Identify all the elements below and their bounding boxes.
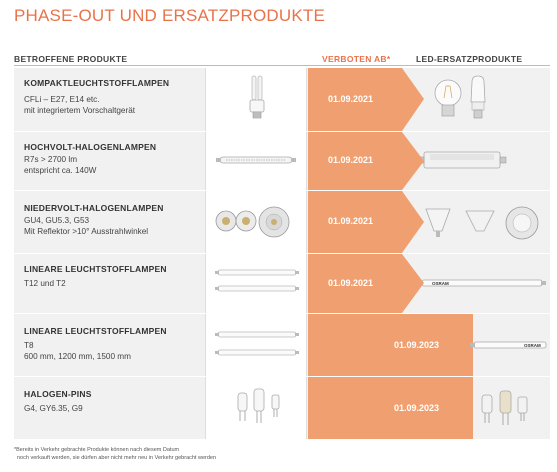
halogen-pin-icon bbox=[205, 377, 307, 439]
fluorescent-tube-icon bbox=[205, 314, 307, 376]
column-header-banned-from: VERBOTEN AB* bbox=[322, 54, 391, 64]
product-name: HALOGEN-PINS bbox=[24, 389, 92, 399]
table-row bbox=[14, 191, 550, 253]
ban-date: 01.09.2021 bbox=[328, 216, 374, 226]
table-row bbox=[14, 132, 550, 190]
ban-date: 01.09.2023 bbox=[394, 403, 440, 413]
fluorescent-tube-icon bbox=[205, 254, 307, 313]
arrow-icon bbox=[402, 132, 424, 190]
table-row bbox=[14, 314, 550, 376]
led-tube-icon bbox=[410, 254, 550, 313]
ban-date: 01.09.2021 bbox=[328, 278, 374, 288]
brand-label: OSRAM bbox=[432, 281, 449, 286]
halogen-reflector-icon bbox=[205, 191, 307, 253]
led-pin-icon bbox=[450, 377, 550, 439]
footnote: *Bereits in Verkehr gebrachte Produkte können nach diesem Datum noch verkauft werden, sie dürfen aber nicht mehr neu in Verkehr gebracht werden bbox=[14, 447, 217, 461]
r7s-halogen-tube-icon bbox=[205, 132, 307, 190]
ban-date-box bbox=[308, 191, 402, 253]
ban-date: 01.09.2021 bbox=[328, 155, 374, 165]
ban-date: 01.09.2021 bbox=[328, 94, 374, 104]
product-description: GU4, GU5.3, G53 Mit Reflektor >10° Ausstrahlwinkel bbox=[24, 216, 149, 236]
r7s-led-tube-icon bbox=[410, 132, 550, 190]
arrow-icon bbox=[402, 68, 424, 131]
product-name: NIEDERVOLT-HALOGENLAMPEN bbox=[24, 203, 164, 213]
product-name: KOMPAKTLEUCHTSTOFFLAMPEN bbox=[24, 78, 170, 88]
ban-date-box bbox=[308, 254, 402, 313]
led-bulb-icon bbox=[410, 68, 550, 131]
ban-date-box bbox=[308, 314, 473, 376]
led-reflector-icon bbox=[410, 191, 550, 253]
arrow-icon bbox=[402, 191, 424, 253]
header-divider bbox=[14, 65, 550, 66]
table-row bbox=[14, 377, 550, 439]
column-header-affected: BETROFFENE PRODUKTE bbox=[14, 54, 128, 64]
product-description: T12 und T2 bbox=[24, 279, 66, 288]
product-name: LINEARE LEUCHTSTOFFLAMPEN bbox=[24, 326, 167, 336]
compact-fluorescent-icon bbox=[205, 68, 307, 131]
led-tube-icon bbox=[450, 314, 550, 376]
arrow-icon bbox=[402, 254, 424, 313]
ban-date-box bbox=[308, 132, 402, 190]
product-description: R7s > 2700 lm entspricht ca. 140W bbox=[24, 155, 97, 175]
page-title: PHASE-OUT UND ERSATZPRODUKTE bbox=[14, 6, 326, 25]
table-row bbox=[14, 254, 550, 313]
ban-date: 01.09.2023 bbox=[394, 340, 440, 350]
ban-date-box bbox=[308, 377, 473, 439]
product-description: CFLi – E27, E14 etc. mit integriertem Vorschaltgerät bbox=[24, 95, 136, 115]
table-row bbox=[14, 68, 550, 131]
column-header-led: LED-ERSATZPRODUKTE bbox=[416, 54, 523, 64]
product-name: LINEARE LEUCHTSTOFFLAMPEN bbox=[24, 264, 167, 274]
arrow-group bbox=[402, 68, 428, 313]
brand-label: OSRAM bbox=[524, 343, 541, 348]
product-description: G4, GY6.35, G9 bbox=[24, 404, 83, 413]
product-name: HOCHVOLT-HALOGENLAMPEN bbox=[24, 142, 157, 152]
ban-date-box bbox=[308, 68, 402, 131]
product-description: T8 600 mm, 1200 mm, 1500 mm bbox=[24, 341, 131, 361]
